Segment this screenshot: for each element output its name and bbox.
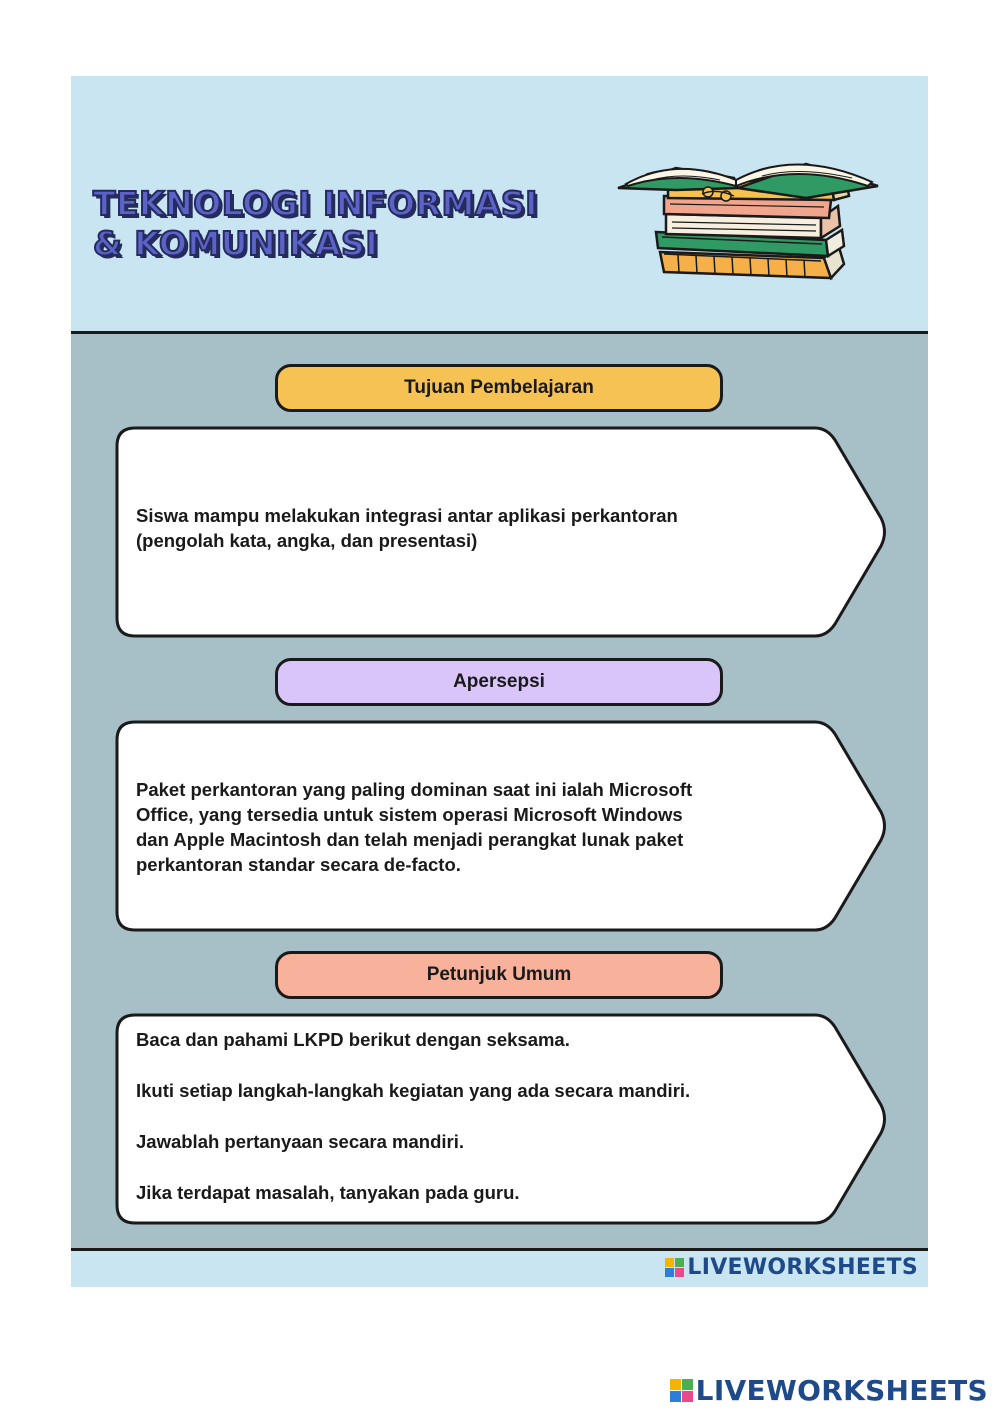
liveworksheets-logo-icon xyxy=(665,1258,684,1277)
card-apersepsi xyxy=(115,720,888,932)
liveworksheets-logo-icon xyxy=(670,1379,693,1402)
petunjuk-steps xyxy=(136,1027,848,1231)
list-item: Ikuti setiap langkah-langkah kegiatan yang ada secara mandiri. xyxy=(136,1080,691,1101)
apersepsi-line-2: Office, yang tersedia untuk sistem operasi Microsoft Windows xyxy=(136,804,683,825)
apersepsi-text xyxy=(136,777,808,877)
tujuan-text-line-2: (pengolah kata, angka, dan presentasi) xyxy=(136,530,478,551)
section-label-apersepsi xyxy=(275,658,723,706)
apersepsi-label: Apersepsi xyxy=(453,671,545,692)
title-line-2: & KOMUNIKASI xyxy=(93,224,379,263)
stack-of-books-icon xyxy=(616,144,881,294)
inner-liveworksheets-logo xyxy=(665,1255,918,1280)
section-label-petunjuk xyxy=(275,951,723,999)
section-label-tujuan xyxy=(275,364,723,412)
list-item: Baca dan pahami LKPD berikut dengan seksama. xyxy=(136,1029,570,1050)
page-title xyxy=(93,184,538,264)
list-item: Jawablah pertanyaan secara mandiri. xyxy=(136,1131,465,1152)
apersepsi-line-3: dan Apple Macintosh dan telah menjadi perangkat lunak paket xyxy=(136,829,684,850)
apersepsi-line-1: Paket perkantoran yang paling dominan saat ini ialah Microsoft xyxy=(136,779,693,800)
card-tujuan xyxy=(115,426,888,638)
title-line-1: TEKNOLOGI INFORMASI xyxy=(93,184,538,223)
card-petunjuk xyxy=(115,1013,888,1225)
worksheet-header xyxy=(71,76,928,333)
worksheet-page xyxy=(71,76,928,1287)
outer-liveworksheets-logo xyxy=(670,1374,988,1407)
list-item: Jika terdapat masalah, tanyakan pada guru. xyxy=(136,1182,520,1203)
apersepsi-line-4: perkantoran standar secara de-facto. xyxy=(136,854,461,875)
petunjuk-label: Petunjuk Umum xyxy=(426,964,572,985)
tujuan-label: Tujuan Pembelajaran xyxy=(404,377,594,398)
tujuan-text xyxy=(136,503,808,553)
tujuan-text-line-1: Siswa mampu melakukan integrasi antar aplikasi perkantoran xyxy=(136,505,678,526)
inner-logo-text: LIVEWORKSHEETS xyxy=(687,1255,918,1280)
outer-logo-text: LIVEWORKSHEETS xyxy=(695,1374,988,1407)
content-panel xyxy=(71,331,928,1251)
